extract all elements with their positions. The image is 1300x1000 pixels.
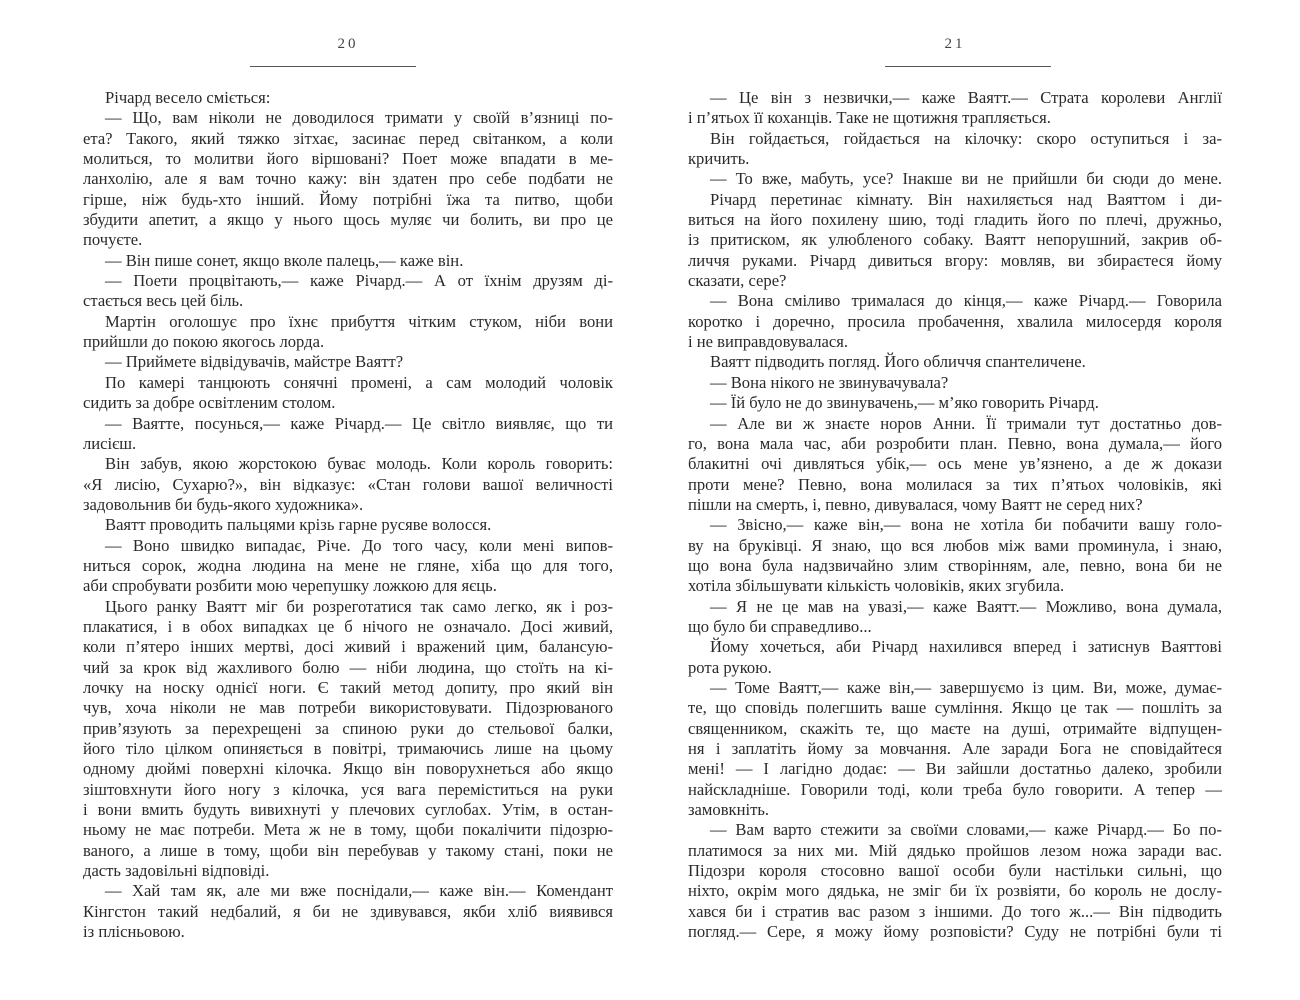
text-line: ниться сорок, жодна людина на мене не гляне, хіба що для того, — [83, 555, 613, 575]
text-line: — Я не це мав на увазі,— каже Ваятт.— Можливо, вона думала, — [710, 596, 1222, 616]
text-line: погляд.— Сере, я можу йому розповісти? Суду не потрібні були ті — [688, 922, 1222, 942]
text-line: одному дюймі поверхні кілочка. Якщо він поворухнеться або якщо — [83, 759, 613, 779]
text-line: дасть задовільні відповіді. — [83, 861, 270, 881]
text-line: задовольнив би будь-якого художника». — [83, 494, 364, 514]
text-line: виться на його похилену шию, тоді гладить його по плечі, дружньо, — [688, 210, 1222, 230]
text-line: Підозри короля стосовно вашої особи були настільки сильні, що — [688, 861, 1222, 881]
text-line: Він гойдається, гойдається на кілочку: скоро оступиться і за- — [710, 128, 1222, 148]
text-line: — Приймете відвідувачів, майстре Ваятт? — [105, 352, 404, 372]
text-line: із притиском, як улюбленого собаку. Ваятт непорушний, закрив об- — [688, 230, 1222, 250]
text-line: — Їй було не до звинувачень,— м’яко говорить Річард. — [710, 393, 1099, 413]
text-line: збудити апетит, а якщо у нього щось муляє чи болить, ви про це — [83, 210, 613, 230]
text-line: Цього ранку Ваятт міг би розреготатися так само легко, як і роз- — [105, 596, 613, 616]
text-line: замовкніть. — [688, 800, 770, 820]
text-line: і вони вмить будуть вивихнуті у плечових суглобах. Утім, в остан- — [83, 800, 613, 820]
text-line: почуєте. — [83, 230, 143, 250]
text-line: Йому хочеться, аби Річард нахилився вперед і затиснув Ваяттові — [710, 637, 1222, 657]
text-line: сказати, сере? — [688, 271, 787, 291]
text-line: плакатися, і в обох випадках це б нічого не означало. Досі живий, — [83, 616, 613, 636]
text-line: його тіло цілком опиняється в повітрі, тримаючись лише на цьому — [83, 739, 613, 758]
text-line: ваного, а лише в тому, щоби він перебував у такому стані, поки не — [83, 840, 613, 860]
text-line: що вона була надзвичайно злим створінням, але, певно, вона би не — [688, 555, 1222, 575]
text-line: найскладніше. Говорили тоді, коли треба було говорити. А тепер — — [688, 779, 1222, 799]
text-line: сидить за добре освітленим столом. — [83, 393, 336, 413]
text-line: Він забув, якою жорстокою буває молодь. Коли король говорить: — [105, 454, 613, 474]
text-line: — Це він з незвички,— каже Ваятт.— Страта королеви Англії — [710, 88, 1222, 107]
text-line: — Вона нікого не звинувачувала? — [710, 372, 949, 392]
text-line: зіштовхнути його ногу з кілочка, уся вага переміститься на руки — [83, 779, 613, 799]
text-line: священником, скажіть те, що маєте на душі, отримайте відпущен- — [688, 718, 1222, 738]
text-line: «Я лисію, Сухарю?», він відказує: «Стан голови вашої величності — [83, 474, 613, 494]
text-line: чий за крок від жахливого болю — ніби людина, що стоїть на кі- — [83, 657, 613, 677]
page-body — [688, 88, 1222, 942]
text-line: Ваятт підводить погляд. Його обличчя спантеличене. — [710, 352, 1086, 372]
page-number: 21 — [944, 36, 966, 52]
text-line: коли п’ятеро інших мертві, досі живий і вражений цим, балансую- — [83, 637, 613, 657]
text-line: молиться, то молитви його віршовані? Поет може впадати в ме- — [83, 149, 613, 169]
text-line: — Хай там як, але ми вже поснідали,— каже він.— Комендант — [105, 881, 613, 901]
text-line: ву на бруківці. Я знаю, що вся любов між вами проминула, і знаю, — [688, 535, 1222, 555]
text-line: ніхто, окрім мого дядька, не зміг би їх розвіяти, бо король не дослу- — [688, 881, 1222, 901]
header-rule — [885, 66, 1051, 67]
text-line: — Ваятте, посунься,— каже Річард.— Це світло виявляє, що ти — [105, 413, 613, 433]
page-body — [83, 88, 613, 942]
text-line: Річард перетинає кімнату. Він нахиляється над Ваяттом і ди- — [710, 189, 1222, 209]
text-line: хотіла збільшувати кількість чоловіків, яких згубила. — [688, 576, 1065, 596]
text-line: Мартін оголошує про їхнє прибуття чітким стуком, ніби вони — [105, 311, 613, 331]
text-line: го, вона мала час, аби розробити план. Певно, вона думала,— його — [688, 433, 1222, 453]
text-line: прийшли до покою якогось лорда. — [83, 332, 325, 352]
text-line: ланхолію, але я вам точно кажу: він здатен про себе подбати не — [83, 169, 613, 189]
text-line: — Вона сміливо трималася до кінця,— каже Річард.— Говорила — [710, 291, 1222, 311]
text-line: — Він пише сонет, якщо вколе палець,— каже він. — [105, 250, 464, 270]
text-line: проти мене? Певно, вона молилася за тих п’ятьох чоловіків, які — [688, 474, 1222, 494]
text-line: мені! — І лагідно додає: — Ви зайшли достатньо далеко, зробили — [688, 759, 1222, 779]
text-line: — Воно швидко випадає, Річе. До того часу, коли мені випов- — [105, 535, 613, 555]
text-line: кричить. — [688, 149, 750, 169]
text-line: — Вам варто стежити за своїми словами,— каже Річард.— Бо по- — [710, 820, 1222, 840]
text-line: коротко і доречно, просила пробачення, хвалила милосердя короля — [688, 311, 1222, 331]
text-line: лочку на носку однієї ноги. Є такий метод допиту, про який він — [83, 677, 613, 697]
text-line: чув, хоча ніколи не мав потреби використовувати. Підозрюваного — [83, 698, 613, 718]
text-line: із плісньовою. — [83, 922, 185, 942]
text-line: гірше, ніж будь-хто інший. Йому потрібні їжа та питво, щоби — [83, 189, 613, 209]
text-line: аби спробувати розбити мою черепушку ложкою для яєць. — [83, 576, 497, 596]
text-line: — Поети процвітають,— каже Річард.— А от їхнім друзям ді- — [105, 271, 613, 291]
text-line: Річард весело сміється: — [105, 88, 271, 107]
text-line: хався би і стратив вас разом з іншими. До того ж...— Він підводить — [688, 901, 1222, 921]
text-line: і не виправдовувалася. — [688, 332, 849, 352]
text-line: блакитні очі дивляться убік,— ось мене ув’язнено, а де ж докази — [688, 454, 1222, 474]
text-line: рота рукою. — [688, 657, 772, 677]
text-line: ета? Такого, який тяжко зітхає, засинає перед світанком, а коли — [83, 128, 613, 148]
right-page — [688, 0, 1222, 1000]
text-line: По камері танцюють сонячні промені, а сам молодий чоловік — [105, 372, 613, 392]
text-line: що було би справедливо... — [688, 616, 872, 636]
text-line: платимося за них ми. Мій дядько пройшов лезом ножа заради вас. — [688, 840, 1222, 860]
text-line: і п’ятьох її коханців. Таке не щотижня трапляється. — [688, 108, 1051, 128]
page-number: 20 — [337, 36, 359, 52]
text-line: Ваятт проводить пальцями крізь гарне русяве волосся. — [105, 515, 492, 535]
text-line: стається весь цей біль. — [83, 291, 244, 311]
text-line: ня і заплатіть йому за мовчання. Але заради Бога не сповідайтеся — [688, 739, 1222, 758]
left-page — [83, 0, 613, 1000]
text-line: — Звісно,— каже він,— вона не хотіла би побачити вашу голо- — [710, 515, 1222, 535]
text-line: — То вже, мабуть, усе? Інакше ви не прийшли би сюди до мене. — [710, 169, 1222, 189]
text-line: — Томе Ваятт,— каже він,— завершуємо із цим. Ви, може, думає- — [710, 677, 1222, 697]
text-line: те, що сповідь полегшить ваше сумління. Якщо це так — пошліть за — [688, 698, 1222, 718]
header-rule — [250, 66, 416, 67]
text-line: ньому не має потреби. Мета ж не в тому, щоби покалічити підозрю- — [83, 820, 613, 840]
text-line: пішли на смерть, і, певно, дивувалася, чому Ваятт не серед них? — [688, 494, 1143, 514]
text-line: — Що, вам ніколи не доводилося тримати у своїй в’язниці по- — [105, 108, 613, 128]
text-line: лисієш. — [83, 433, 137, 453]
text-line: личчя руками. Річард дивиться вгору: мовляв, ви збираєтеся йому — [688, 250, 1222, 270]
text-line: прив’язують за перехрещені за спиною руки до стельової балки, — [83, 718, 613, 738]
text-line: — Але ви ж знаєте норов Анни. Її тримали тут достатньо дов- — [710, 413, 1222, 433]
text-line: Кінгстон такий недбалий, я би не здивувався, якби хліб виявився — [83, 901, 613, 921]
